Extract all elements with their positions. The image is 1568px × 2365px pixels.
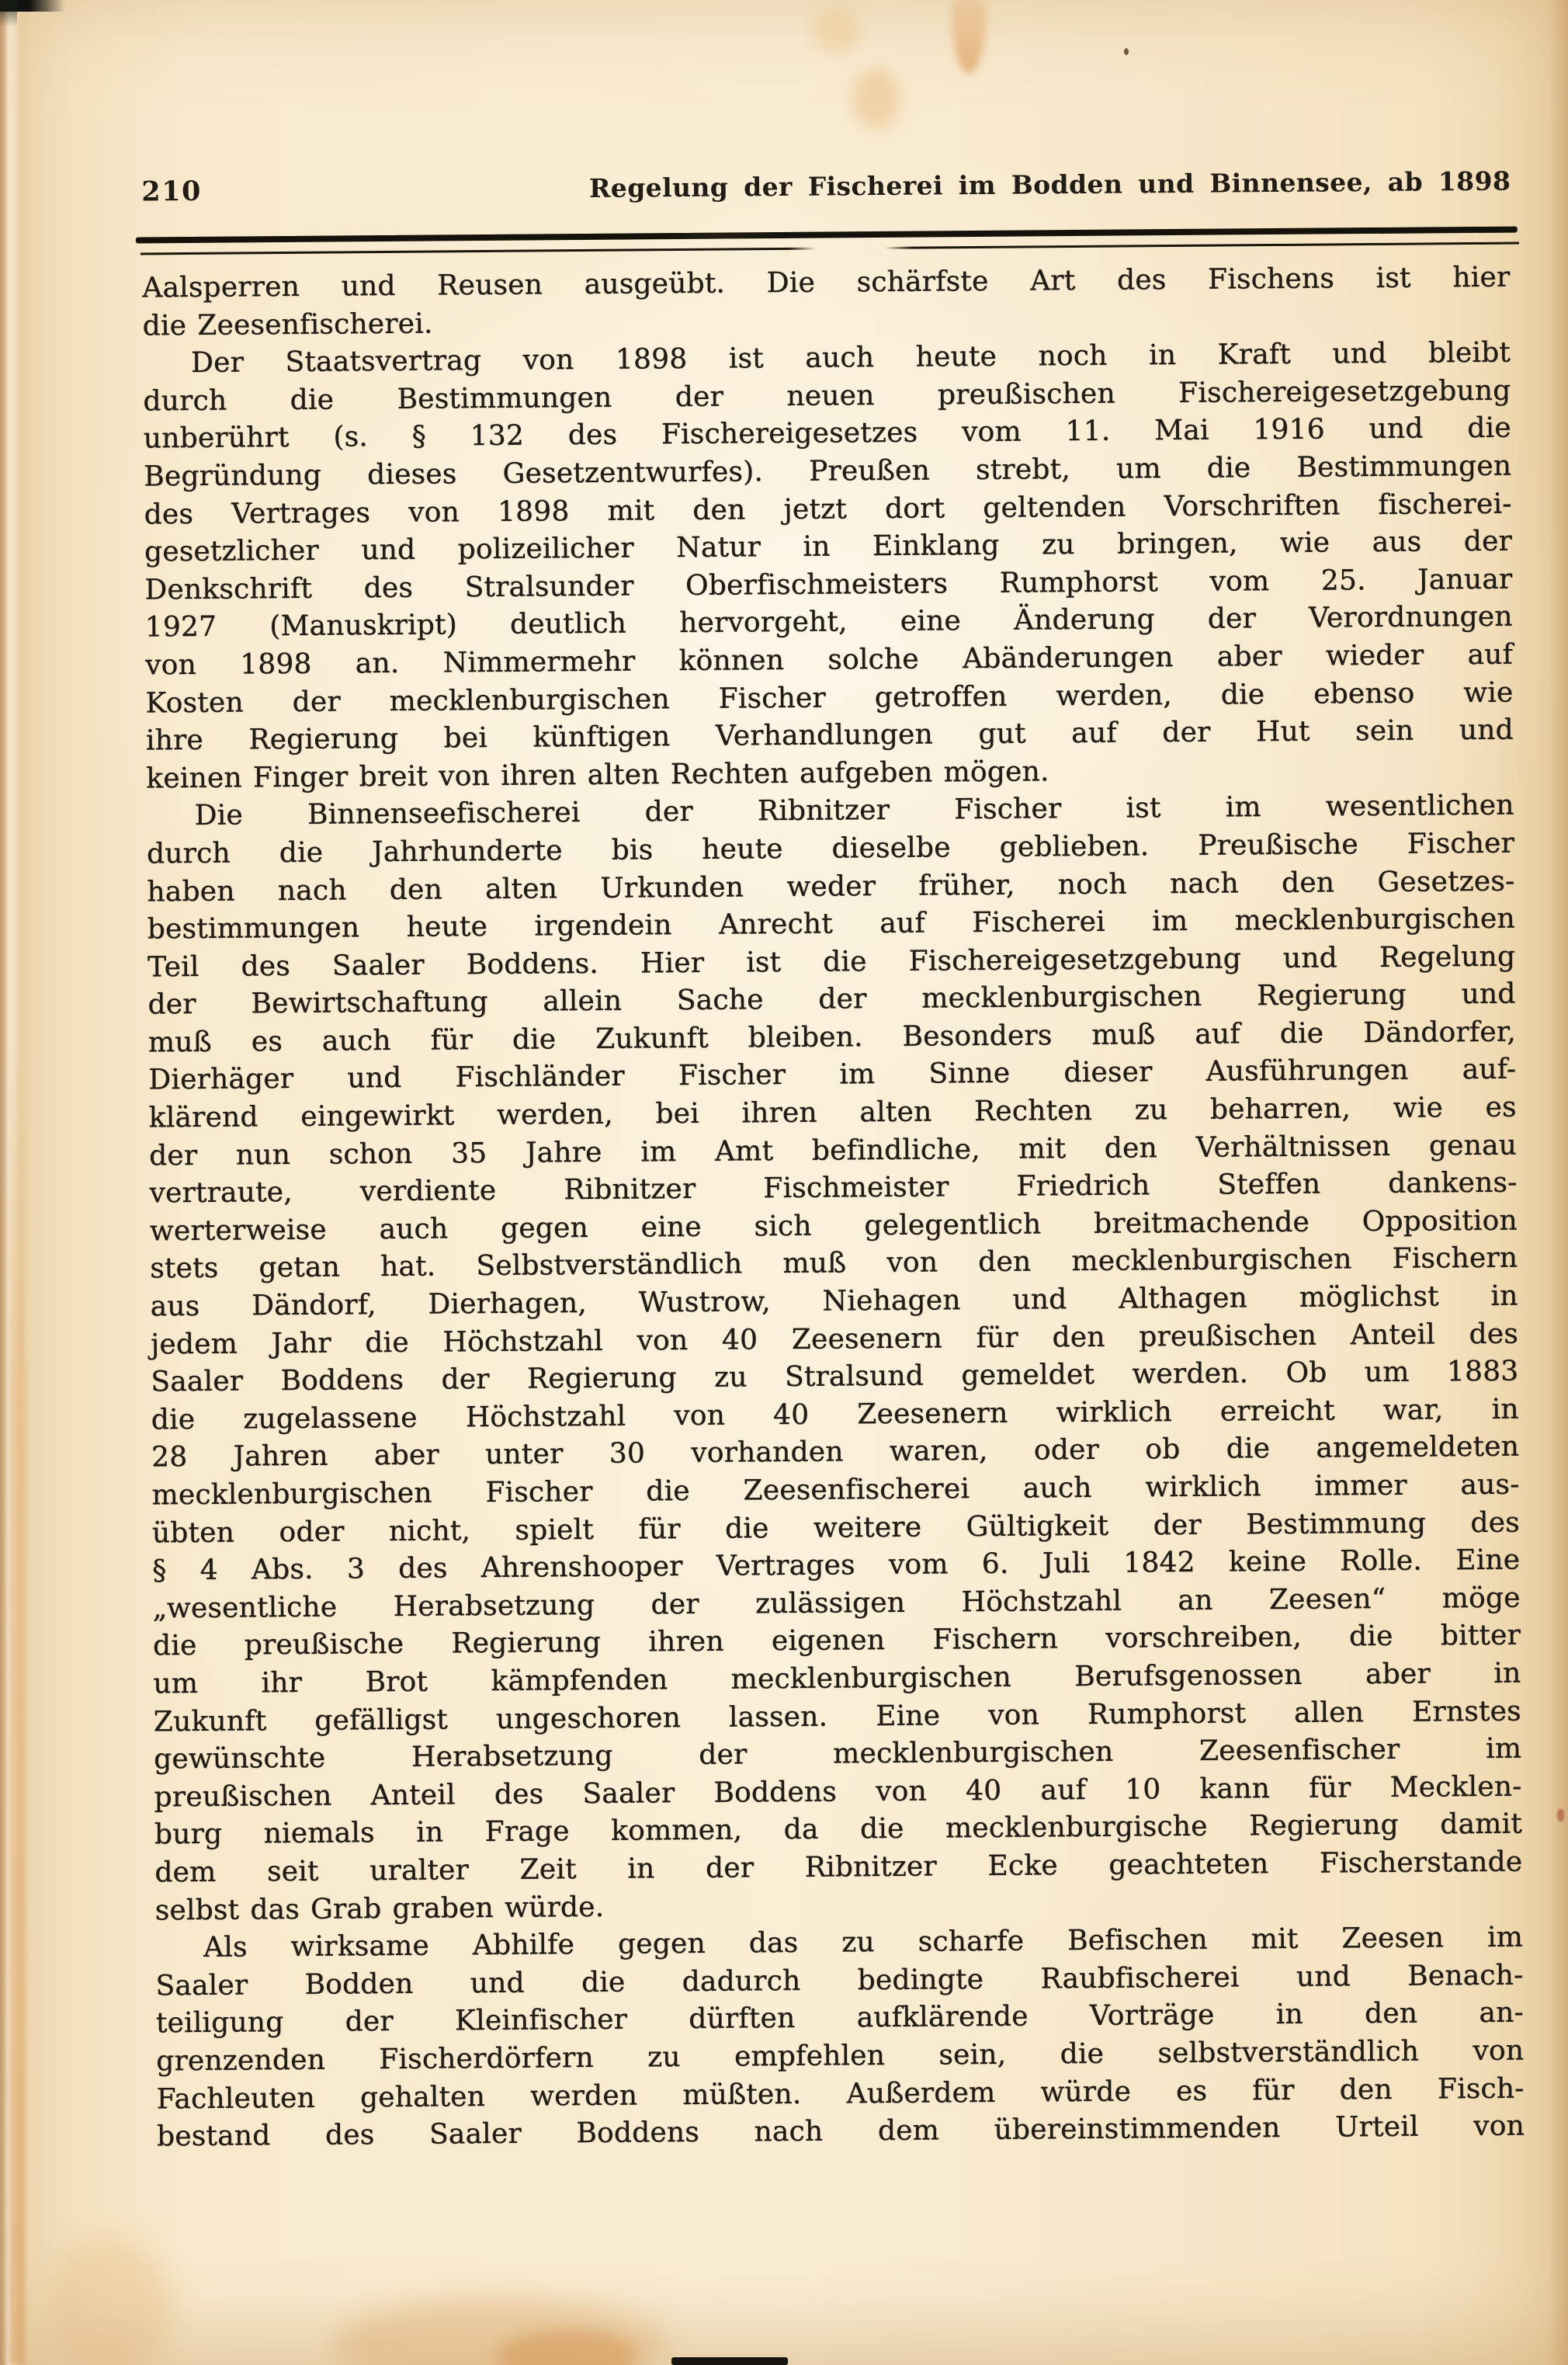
header-rule-thick <box>136 227 1518 244</box>
text-line: klärend eingewirkt werden, bei ihren alten Rechten zu beharren, wie es <box>148 1091 1517 1134</box>
text-line: Fachleuten gehalten werden müßten. Außerdem würde es für den Fisch- <box>156 2072 1525 2115</box>
text-line: der Bewirtschaftung allein Sache der mecklenburgischen Regierung und <box>147 978 1516 1021</box>
text-line: von 1898 an. Nimmermehr können solche Abänderungen aber wieder auf <box>144 638 1514 682</box>
text-line: Der Staatsvertrag von 1898 ist auch heute noch in Kraft und bleibt <box>190 336 1511 380</box>
text-line: burg niemals in Frage kommen, da die mecklenburgische Regierung damit <box>154 1808 1523 1851</box>
text-line: bestimmungen heute irgendein Anrecht auf Fischerei im mecklenburgischen <box>147 902 1515 946</box>
text-line: teiligung der Kleinfischer dürften aufklärende Vorträge in den an- <box>155 1996 1524 2040</box>
text-line: preußischen Anteil des Saaler Boddens von 40 auf 10 kann für Mecklen- <box>154 1770 1522 1814</box>
text-line: unberührt (s. § 132 des Fischereigesetzes vom 11. Mai 1916 und die <box>143 412 1511 455</box>
text-line: Kosten der mecklenburgischen Fischer getroffen werden, die ebenso wie <box>145 676 1514 719</box>
text-line: werterweise auch gegen eine sich gelegentlich breitmachende Opposition <box>149 1204 1518 1248</box>
text-line: gewünschte Herabsetzung der mecklenburgischen Zeesenfischer im <box>154 1732 1522 1776</box>
body-text <box>142 259 1525 2156</box>
running-title: Regelung der Fischerei im Bodden und Binnensee, ab 1898 <box>588 165 1511 203</box>
text-line: „wesentliche Herabsetzung der zulässigen Höchstzahl an Zeesen“ möge <box>152 1582 1521 1625</box>
text-line: übten oder nicht, spielt für die weitere Gültigkeit der Bestimmung des <box>151 1506 1521 1550</box>
text-line: selbst das Grab graben würde. <box>154 1891 605 1926</box>
text-line: durch die Bestimmungen der neuen preußischen Fischereigesetzgebung <box>143 374 1511 418</box>
text-line: aus Dändorf, Dierhagen, Wustrow, Niehagen und Althagen möglichst in <box>150 1280 1518 1323</box>
text-line: muß es auch für die Zukunft bleiben. Besonders muß auf die Dändorfer, <box>147 1016 1517 1059</box>
text-line: grenzenden Fischerdörfern zu empfehlen sein, die selbstverständlich von <box>156 2034 1525 2078</box>
text-line: Aalsperren und Reusen ausgeübt. Die schärfste Art des Fischens ist hier <box>142 261 1511 304</box>
text-line: der nun schon 35 Jahre im Amt befindliche, mit den Verhältnissen genau <box>148 1129 1518 1172</box>
text-line: 28 Jahren aber unter 30 vorhanden waren, oder ob die angemeldeten <box>151 1430 1520 1474</box>
text-line: keinen Finger breit von ihren alten Rechten aufgeben mögen. <box>146 755 1049 795</box>
text-line: stets getan hat. Selbstverständlich muß von den mecklenburgischen Fischern <box>150 1242 1518 1285</box>
text-line: die Zeesenfischerei. <box>142 307 433 342</box>
text-line: Zukunft gefälligst ungeschoren lassen. Eine von Rumphorst allen Ernstes <box>153 1695 1521 1738</box>
text-line: durch die Jahrhunderte bis heute dieselbe geblieben. Preußische Fischer <box>146 827 1515 870</box>
text-line: vertraute, verdiente Ribnitzer Fischmeister Friedrich Steffen dankens- <box>149 1166 1518 1210</box>
text-line: Saaler Bodden und die dadurch bedingte Raubfischerei und Benach- <box>155 1959 1524 2002</box>
text-line: § 4 Abs. 3 des Ahrenshooper Vertrages vom 6. Juli 1842 keine Rolle. Eine <box>152 1544 1521 1587</box>
text-line: mecklenburgischen Fischer die Zeesenfischerei auch wirklich immer aus- <box>151 1468 1520 1512</box>
text-line: Dierhäger und Fischländer Fischer im Sinne dieser Ausführungen auf- <box>148 1054 1517 1096</box>
text-line: gesetzlicher und polizeilicher Natur in Einklang zu bringen, wie aus der <box>144 525 1513 568</box>
text-line: ihre Regierung bei künftigen Verhandlungen gut auf der Hut sein und <box>145 714 1514 757</box>
text-line: bestand des Saaler Boddens nach dem übereinstimmenden Urteil von <box>156 2110 1525 2153</box>
text-line: Begründung dieses Gesetzentwurfes). Preußen strebt, um die Bestimmungen <box>144 450 1512 493</box>
page-header <box>141 165 1511 208</box>
text-line: die zugelassene Höchstzahl von 40 Zeesenern wirklich erreicht war, in <box>151 1393 1519 1436</box>
text-line: 1927 (Manuskript) deutlich hervorgeht, eine Änderung der Verordnungen <box>144 600 1513 644</box>
text-line: Teil des Saaler Boddens. Hier ist die Fischereigesetzgebung und Regelung <box>147 940 1516 984</box>
text-line: jedem Jahr die Höchstzahl von 40 Zeesenern für den preußischen Anteil des <box>150 1318 1519 1361</box>
text-line: Die Binnenseefischerei der Ribnitzer Fischer ist im wesentlichen <box>194 789 1514 832</box>
text-line: dem seit uralter Zeit in der Ribnitzer Ecke geachteten Fischerstande <box>154 1846 1523 1889</box>
text-line: die preußische Regierung ihren eigenen Fischern vorschreiben, die bitter <box>152 1619 1521 1662</box>
text-line: haben nach den alten Urkunden weder früher, noch nach den Gesetzes- <box>147 865 1515 908</box>
text-line: Als wirksame Abhilfe gegen das zu scharfe Befischen mit Zeesen im <box>203 1921 1524 1964</box>
text-line: Denkschrift des Stralsunder Oberfischmeisters Rumphorst vom 25. Januar <box>144 563 1513 606</box>
header-rule-thin <box>140 242 1519 255</box>
text-line: Saaler Boddens der Regierung zu Stralsund gemeldet werden. Ob um 1883 <box>151 1355 1519 1398</box>
page-number: 210 <box>141 175 203 208</box>
text-line: um ihr Brot kämpfenden mecklenburgischen Berufsgenossen aber in <box>153 1657 1521 1700</box>
text-line: des Vertrages von 1898 mit den jetzt dort geltenden Vorschriften fischerei- <box>144 488 1512 531</box>
